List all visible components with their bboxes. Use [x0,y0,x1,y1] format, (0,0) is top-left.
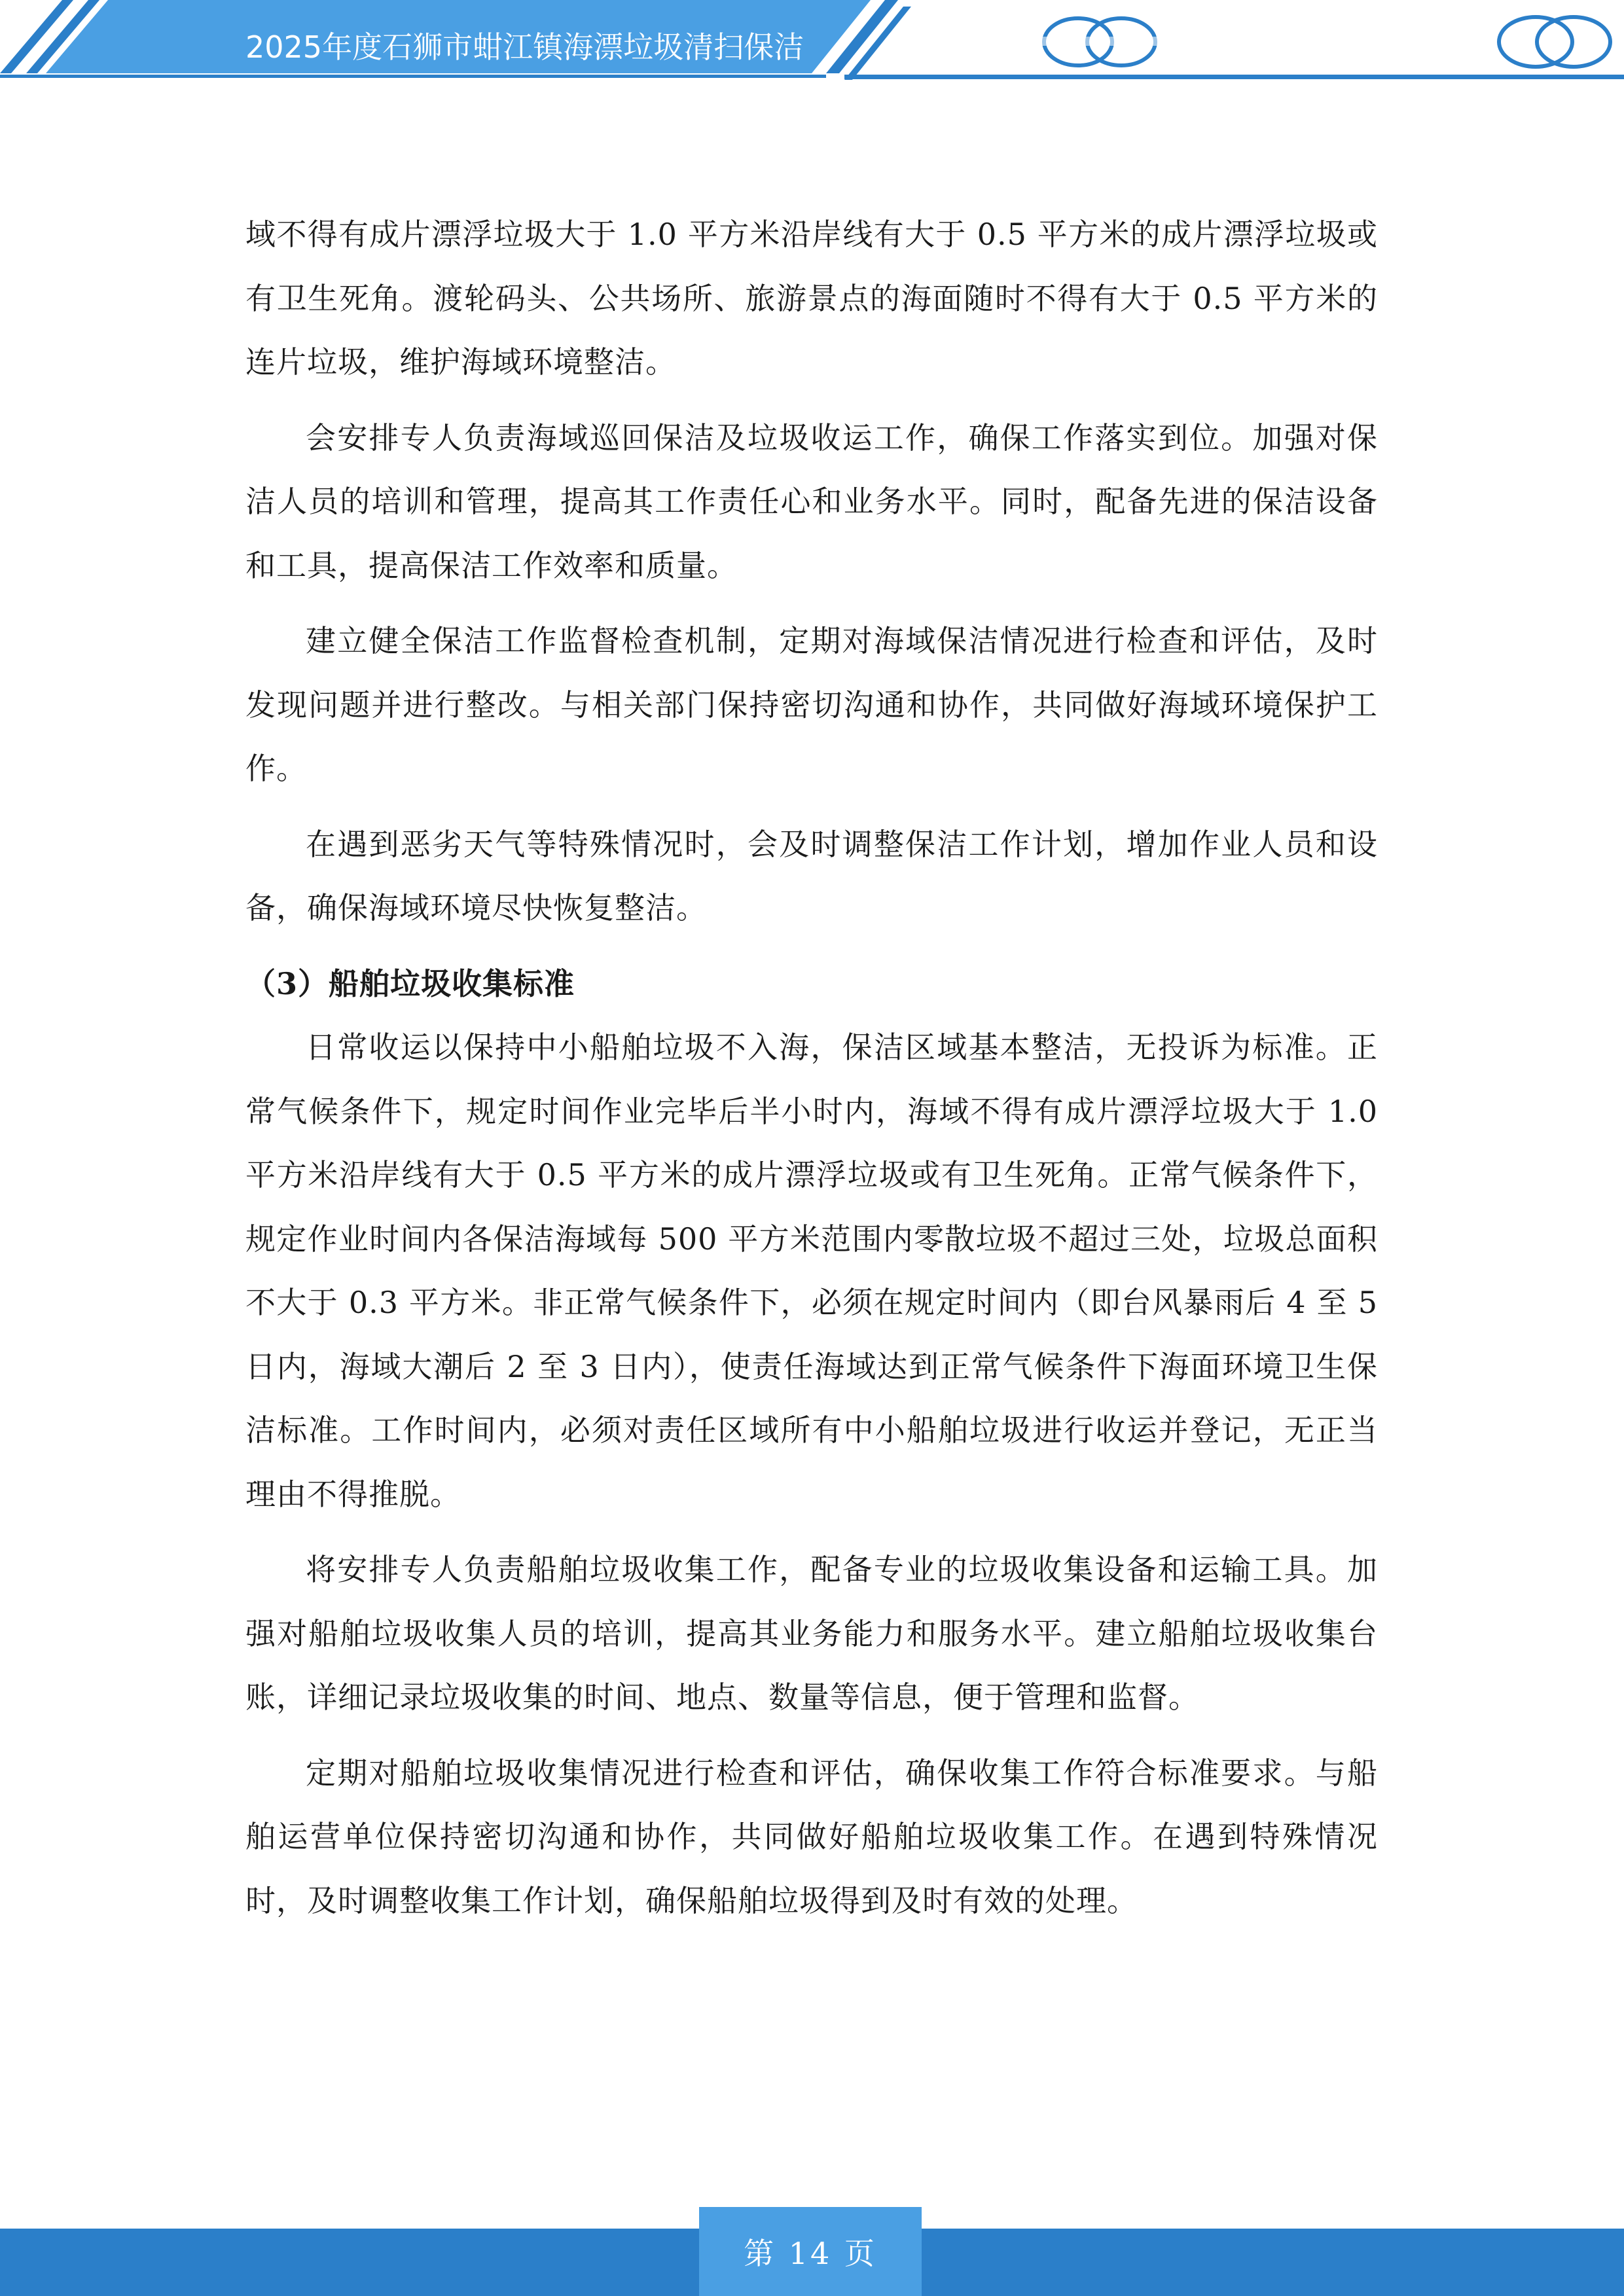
document-body [245,203,1378,1945]
section-paragraph-1: 日常收运以保持中小船舶垃圾不入海，保洁区域基本整洁，无投诉为标准。正常气候条件下，规定时间作业完毕后半小时内，海域不得有成片漂浮垃圾大于 1.0 平方米沿岸线有大于 0.5 平方米的成片漂浮垃圾或有卫生死角。正常气候条件下，规定作业时间内各保洁海域每 500 平方米范围内零散垃圾不超过三处，垃圾总面积不大于 0.3 平方米。非正常气候条件下，必须在规定时间内（即台风暴雨后 4 至 5 日内，海域大潮后 2 至 3 日内），使责任海域达到正常气候条件下海面环境卫生保洁标准。工作时间内，必须对责任区域所有中小船舶垃圾进行收运并登记，无正当理由不得推脱。 [245,1030,1378,1512]
section-paragraph-2: 将安排专人负责船舶垃圾收集工作，配备专业的垃圾收集设备和运输工具。加强对船舶垃圾收集人员的培训，提高其业务能力和服务水平。建立船舶垃圾收集台账，详细记录垃圾收集的时间、地点、数量等信息，便于管理和监督。 [245,1552,1378,1715]
section-heading: （3）船舶垃圾收集标准 [245,965,575,1001]
document-title: 2025年度石狮市蚶江镇海漂垃圾清扫保洁 [245,29,804,65]
header-rule-left [0,75,826,78]
double-ring-logo-icon [1038,14,1162,69]
section-paragraph-3: 定期对船舶垃圾收集情况进行检查和评估，确保收集工作符合标准要求。与船舶运营单位保持密切沟通和协作，共同做好船舶垃圾收集工作。在遇到特殊情况时，及时调整收集工作计划，确保船舶垃圾得到及时有效的处理。 [245,1755,1378,1918]
paragraph-1: 域不得有成片漂浮垃圾大于 1.0 平方米沿岸线有大于 0.5 平方米的成片漂浮垃圾或有卫生死角。渡轮码头、公共场所、旅游景点的海面随时不得有大于 0.5 平方米的连片垃圾，维护海域环境整洁。 [245,217,1378,380]
double-ring-logo-icon [1494,12,1615,72]
page-number: 第 14 页 [699,2207,922,2296]
page-header [0,0,1624,85]
header-rule [844,75,1624,79]
paragraph-2: 会安排专人负责海域巡回保洁及垃圾收运工作，确保工作落实到位。加强对保洁人员的培训和管理，提高其工作责任心和业务水平。同时，配备先进的保洁设备和工具，提高保洁工作效率和质量。 [245,420,1378,583]
paragraph-3: 建立健全保洁工作监督检查机制，定期对海域保洁情况进行检查和评估，及时发现问题并进行整改。与相关部门保持密切沟通和协作，共同做好海域环境保护工作。 [245,623,1378,786]
paragraph-4: 在遇到恶劣天气等特殊情况时，会及时调整保洁工作计划，增加作业人员和设备，确保海域环境尽快恢复整洁。 [245,826,1378,925]
